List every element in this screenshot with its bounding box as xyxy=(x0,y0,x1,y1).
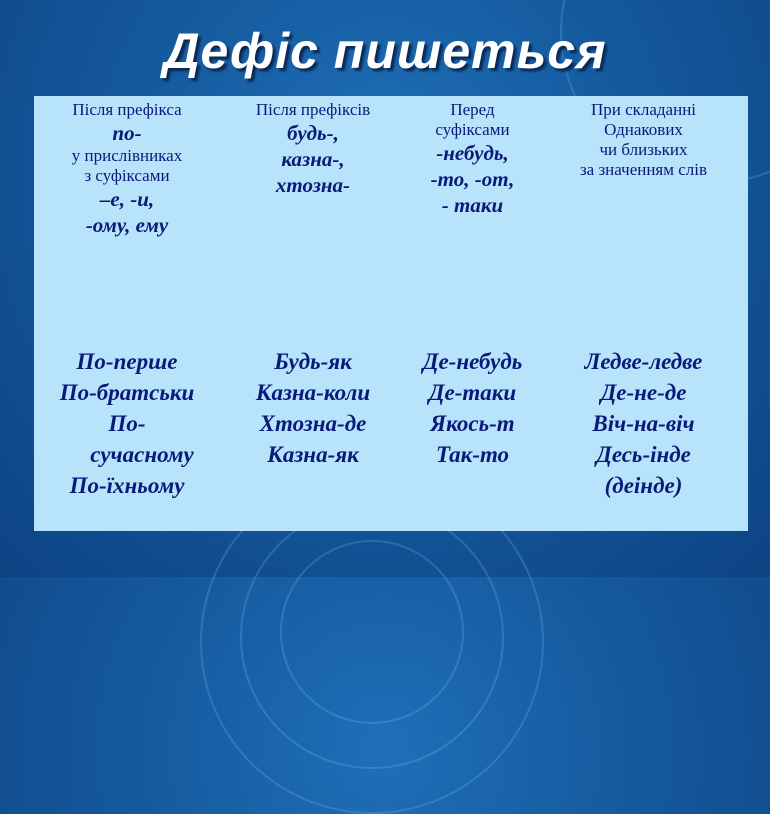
header-line: Після префікса xyxy=(72,100,182,119)
example-word: Будь-як xyxy=(274,349,352,374)
example-word: Віч-на-віч xyxy=(592,411,695,436)
header-line: чи близьких xyxy=(599,140,688,159)
header-line: суфіксами xyxy=(435,120,510,139)
example-word: (деінде) xyxy=(604,473,683,498)
header-line: -ому, ему xyxy=(85,213,169,237)
examples-prefix-po xyxy=(34,346,220,501)
example-word: Де-таки xyxy=(428,380,517,405)
header-line: з суфіксами xyxy=(84,166,170,185)
page-title: Дефіс пишеться xyxy=(163,23,607,79)
header-line: у прислівниках xyxy=(71,146,183,165)
header-line: Однакових xyxy=(604,120,683,139)
header-line: Після префіксів xyxy=(255,100,371,119)
example-word: Де-небудь xyxy=(422,349,523,374)
example-word: Якось-т xyxy=(430,411,515,436)
column-header-prefixes xyxy=(220,96,406,198)
column-header-suffixes xyxy=(406,96,539,218)
header-line: -то, -от, xyxy=(430,167,515,191)
examples-suffixes xyxy=(406,346,539,470)
header-line: хтозна- xyxy=(275,173,351,197)
example-word: Десь-інде xyxy=(596,442,691,467)
header-line: по- xyxy=(112,121,142,145)
example-word: Хтозна-де xyxy=(259,411,367,436)
example-word: Де-не-де xyxy=(600,380,687,405)
header-line: будь-, xyxy=(287,121,339,145)
header-line: за значенням слів xyxy=(579,160,708,179)
example-word: По-братськи xyxy=(59,380,195,405)
header-line: –е, -и, xyxy=(99,187,155,211)
example-word: Так-то xyxy=(435,442,510,467)
column-header-prefix-po xyxy=(34,96,220,238)
header-line: казна-, xyxy=(281,147,345,171)
column-header-compounds xyxy=(539,96,748,180)
header-line: При складанні xyxy=(590,100,697,119)
examples-prefixes xyxy=(220,346,406,470)
example-word: Ледве-ледве xyxy=(584,349,703,374)
example-word: По-їхньому xyxy=(69,473,185,498)
example-word: По- xyxy=(108,411,146,436)
rules-panel xyxy=(34,96,748,531)
example-word: Казна-як xyxy=(267,442,359,467)
header-line: -небудь, xyxy=(436,141,509,165)
example-word: По-перше xyxy=(76,349,178,374)
decorative-circle xyxy=(280,540,464,724)
header-line: Перед xyxy=(450,100,495,119)
example-word: Казна-коли xyxy=(255,380,371,405)
header-line: - таки xyxy=(441,193,504,217)
examples-compounds xyxy=(539,346,748,501)
example-word: сучасному xyxy=(90,442,194,467)
